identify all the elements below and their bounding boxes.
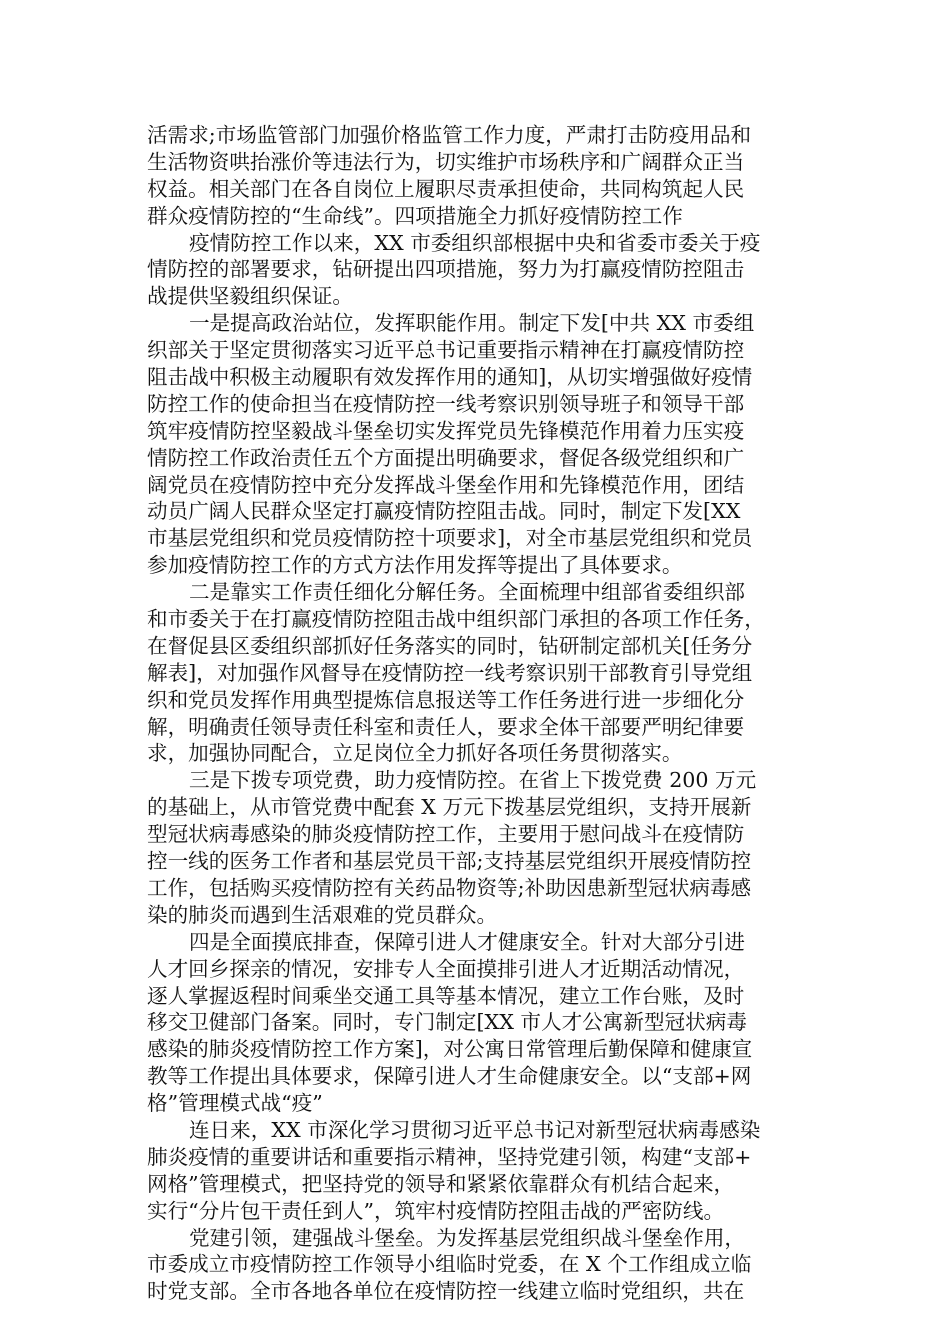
text-line: 感染的肺炎疫情防控工作方案]，对公寓日常管理后勤保障和健康宣 xyxy=(147,1037,753,1062)
text-line: 筑牢疫情防控坚毅战斗堡垒切实发挥党员先锋模范作用着力压实疫 xyxy=(147,418,745,443)
text-line: 连日来，XX 市深化学习贯彻习近平总书记对新型冠状病毒感染 xyxy=(189,1117,761,1142)
text-line: 控一线的医务工作者和基层党员干部;支持基层党组织开展疫情防控 xyxy=(147,849,752,874)
text-line: 肺炎疫情的重要讲话和重要指示精神，坚持党建引领，构建“支部+ xyxy=(147,1144,752,1169)
text-line: 党建引领，建强战斗堡垒。为发挥基层党组织战斗堡垒作用， xyxy=(189,1225,746,1250)
text-line: 的基础上，从市管党费中配套 X 万元下拨基层党组织，支持开展新 xyxy=(147,795,752,820)
text-line: 市基层党组织和党员疫情防控十项要求]，对全市基层党组织和党员 xyxy=(147,526,753,551)
text-line: 战提供坚毅组织保证。 xyxy=(147,284,353,309)
text-line: 织部关于坚定贯彻落实习近平总书记重要指示精神在打赢疫情防控 xyxy=(147,338,745,363)
text-line: 情防控工作政治责任五个方面提出明确要求，督促各级党组织和广 xyxy=(147,445,745,470)
text-line: 逐人掌握返程时间乘坐交通工具等基本情况，建立工作台账，及时 xyxy=(147,983,745,1008)
text-line: 时党支部。全市各地各单位在疫情防控一线建立临时党组织，共在 xyxy=(147,1279,745,1304)
text-line: 情防控的部署要求，钻研提出四项措施，努力为打赢疫情防控阻击 xyxy=(147,257,745,282)
text-line: 防控工作的使命担当在疫情防控一线考察识别领导班子和领导干部 xyxy=(147,391,745,416)
text-line: 三是下拨专项党费，助力疫情防控。在省上下拨党费 200 万元 xyxy=(189,768,757,793)
text-line: 和市委关于在打赢疫情防控阻击战中组织部门承担的各项工作任务， xyxy=(147,607,765,632)
text-line: 在督促县区委组织部抓好任务落实的同时，钻研制定部机关[任务分 xyxy=(147,633,753,658)
text-line: 解表]，对加强作风督导在疫情防控一线考察识别干部教育引导党组 xyxy=(147,660,753,685)
text-line: 人才回乡探亲的情况，安排专人全面摸排引进人才近期活动情况， xyxy=(147,956,745,981)
text-line: 织和党员发挥作用典型提炼信息报送等工作任务进行进一步细化分 xyxy=(147,687,745,712)
text-line: 移交卫健部门备案。同时，专门制定[XX 市人才公寓新型冠状病毒 xyxy=(147,1010,747,1035)
text-line: 格”管理模式战“疫” xyxy=(147,1091,323,1116)
text-line: 四是全面摸底排查，保障引进人才健康安全。针对大部分引进 xyxy=(189,929,746,954)
text-line: 一是提高政治站位，发挥职能作用。制定下发[中共 XX 市委组 xyxy=(189,311,755,336)
text-line: 型冠状病毒感染的肺炎疫情防控工作，主要用于慰问战斗在疫情防 xyxy=(147,822,745,847)
text-line: 群众疫情防控的“生命线”。四项措施全力抓好疫情防控工作 xyxy=(147,203,683,228)
text-line: 参加疫情防控工作的方式方法作用发挥等提出了具体要求。 xyxy=(147,553,683,578)
text-line: 动员广阔人民群众坚定打赢疫情防控阻击战。同时，制定下发[XX xyxy=(147,499,741,524)
text-line: 活需求;市场监管部门加强价格监管工作力度，严肃打击防疫用品和 xyxy=(147,123,752,147)
text-line: 阻击战中积极主动履职有效发挥作用的通知]，从切实增强做好疫情 xyxy=(147,365,753,390)
text-line: 解，明确责任领导责任科室和责任人，要求全体干部要严明纪律要 xyxy=(147,714,745,739)
text-line: 实行“分片包干责任到人”，筑牢村疫情防控阻击战的严密防线。 xyxy=(147,1198,725,1223)
text-line: 疫情防控工作以来，XX 市委组织部根据中央和省委市委关于疫 xyxy=(189,230,761,255)
document-body xyxy=(147,122,819,1305)
text-line: 网格”管理模式，把坚持党的领导和紧紧依靠群众有机结合起来， xyxy=(147,1171,735,1196)
text-line: 权益。相关部门在各自岗位上履职尽责承担使命，共同构筑起人民 xyxy=(147,176,745,201)
text-line: 市委成立市疫情防控工作领导小组临时党委，在 X 个工作组成立临 xyxy=(147,1252,752,1277)
text-line: 教等工作提出具体要求，保障引进人才生命健康安全。以“支部+网 xyxy=(147,1064,752,1089)
text-line: 求，加强协同配合，立足岗位全力抓好各项任务贯彻落实。 xyxy=(147,741,683,766)
text-line: 阔党员在疫情防控中充分发挥战斗堡垒作用和先锋模范作用，团结 xyxy=(147,472,745,497)
text-line: 染的肺炎而遇到生活艰难的党员群众。 xyxy=(147,902,498,927)
text-line: 二是靠实工作责任细化分解任务。全面梳理中组部省委组织部 xyxy=(189,580,746,605)
text-line: 生活物资哄抬涨价等违法行为，切实维护市场秩序和广阔群众正当 xyxy=(147,149,745,174)
text-line: 工作，包括购买疫情防控有关药品物资等;补助因患新型冠状病毒感 xyxy=(147,875,752,900)
